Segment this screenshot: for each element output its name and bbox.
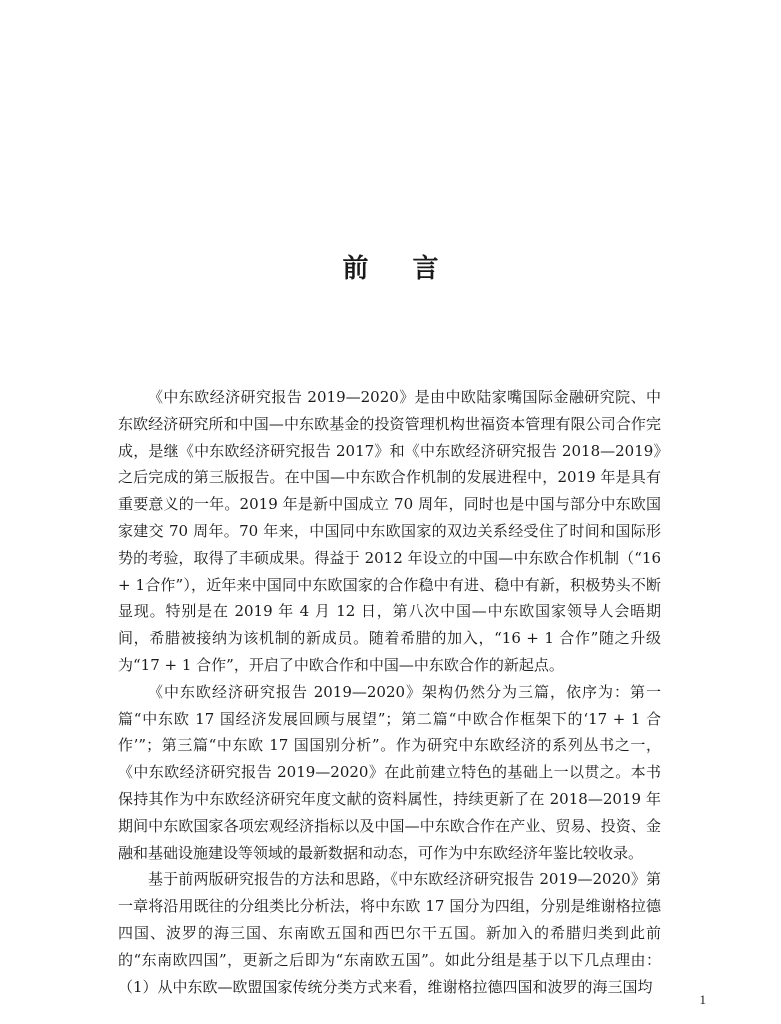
page-title-char-2: 言 bbox=[412, 254, 439, 284]
page-title-char-1: 前 bbox=[342, 254, 369, 284]
page-number: 1 bbox=[699, 992, 706, 1007]
paragraph-3: 基于前两版研究报告的方法和思路，《中东欧经济研究报告 2019—2020》第一章将沿用既往的分组类比分析法，将中东欧 17 国分为四组，分别是维谢格拉德四国、波罗的海三国、东南欧五国和西巴尔干五国。新加入的希腊归类到此前的“东南欧四国”，更新之后即为“东南欧五国”。如此分组是基于以下几点理由：（1）从中东欧—欧盟国家传统分类方式来看，维谢格拉德四国和波罗的海三国均 bbox=[118, 870, 661, 996]
paragraph-1: 《中东欧经济研究报告 2019—2020》是由中欧陆家嘴国际金融研究院、中东欧经济研究所和中国—中东欧基金的投资管理机构世福资本管理有限公司合作完成，是继《中东欧经济研究报告 2017》和《中东欧经济研究报告 2018—2019》之后完成的第三版报告。在中国—中东欧合作机制的发展进程中，2019 年是具有重要意义的一年。2019 年是新中国成立 70 周年，同时也是中国与部分中东欧国家建交 70 周年。70 年来，中国同中东欧国家的双边关系经受住了时间和国际形势的考验，取得了丰硕成果。得益于 2012 年设立的中国—中东欧合作机制（“16 + 1合作”），近年来中国同中东欧国家的合作稳中有进、稳中有新，积极势头不断显现。特别是在 2019 年 4 月 12 日，第八次中国—中东欧国家领导人会晤期间，希腊被接纳为该机制的新成员。随着希腊的加入，“16 + 1 合作”随之升级为“17 + 1 合作”，开启了中欧合作和中国—中东欧合作的新起点。 bbox=[118, 388, 661, 674]
paragraph-2: 《中东欧经济研究报告 2019—2020》架构仍然分为三篇，依序为：第一篇“中东欧 17 国经济发展回顾与展望”；第二篇“中欧合作框架下的‘17 + 1 合作’”；第三篇“中东欧 17 国国别分析”。作为研究中东欧经济的系列丛书之一，《中东欧经济研究报告 2019—2020》在此前建立特色的基础上一以贯之。本书保持其作为中东欧经济研究年度文献的资料属性，持续更新了在 2018—2019 年期间中东欧国家各项宏观经济指标以及中国—中东欧合作在产业、贸易、投资、金融和基础设施建设等领域的最新数据和动态，可作为中东欧经济年鉴比较收录。 bbox=[118, 682, 661, 862]
page-title bbox=[0, 248, 781, 285]
body-text bbox=[118, 384, 661, 1000]
